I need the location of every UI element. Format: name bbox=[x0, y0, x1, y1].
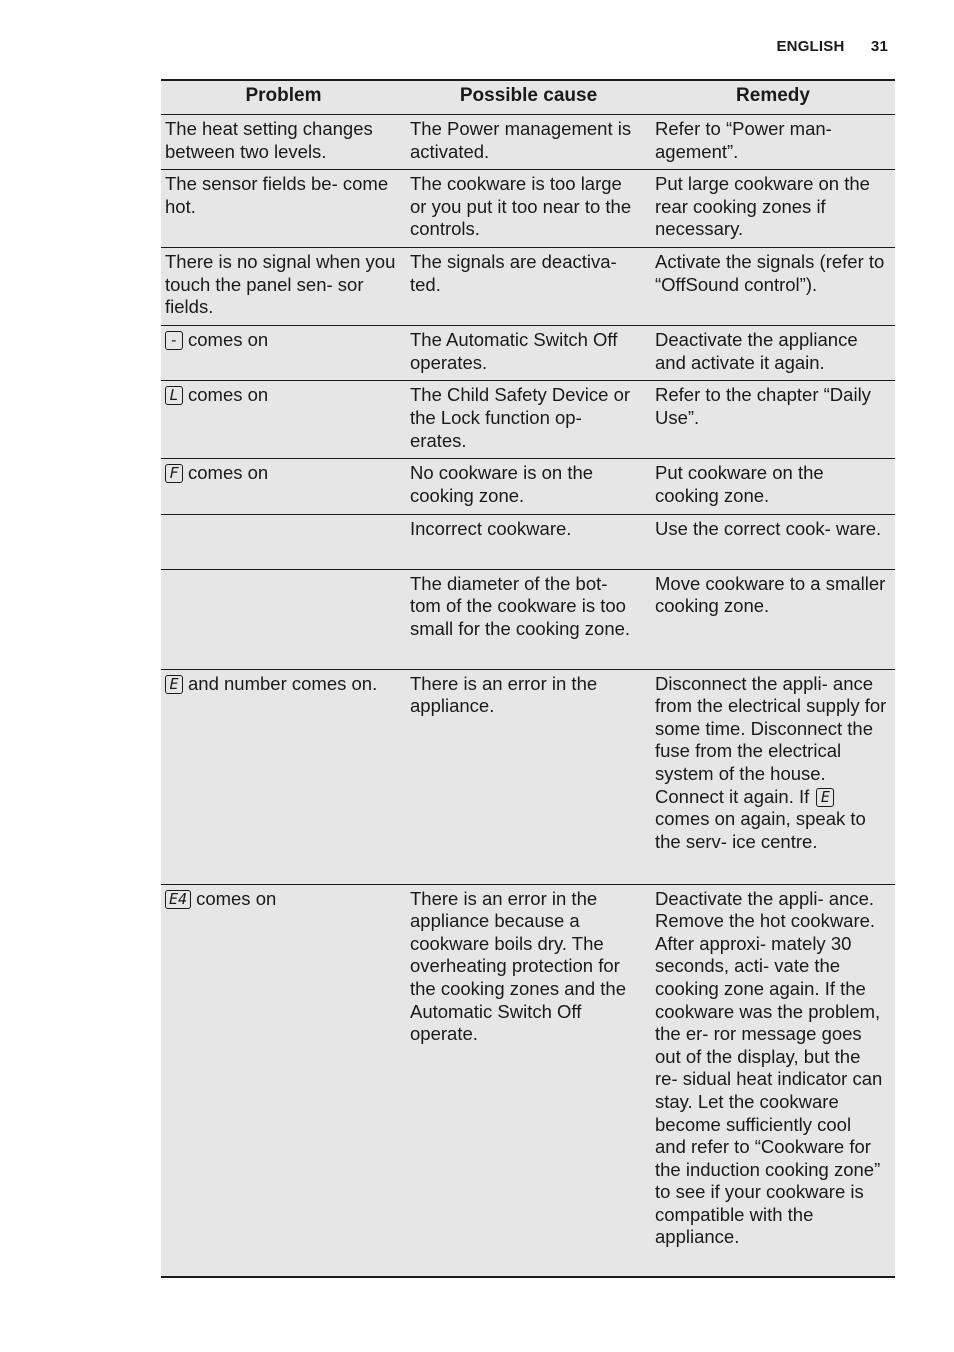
problem-cell bbox=[161, 248, 406, 326]
cause-cell: The diameter of the bot- tom of the cookware is too small for the cooking zone. bbox=[406, 569, 651, 669]
troubleshooting-table bbox=[161, 79, 895, 1278]
remedy-cell: Deactivate the appliance and activate it again. bbox=[651, 326, 895, 381]
display-symbol-icon: E bbox=[816, 788, 834, 807]
remedy-cell: Use the correct cook- ware. bbox=[651, 514, 895, 569]
table-row bbox=[161, 170, 895, 248]
remedy-cell bbox=[651, 669, 895, 884]
table-row bbox=[161, 669, 895, 884]
problem-text: comes on bbox=[188, 384, 269, 406]
problem-cell bbox=[161, 884, 406, 1277]
cause-cell: The cookware is too large or you put it too near to the controls. bbox=[406, 170, 651, 248]
problem-text: comes on bbox=[188, 462, 269, 484]
table-row bbox=[161, 326, 895, 381]
display-symbol-icon: F bbox=[165, 464, 183, 483]
remedy-cell: Refer to the chapter “Daily Use”. bbox=[651, 381, 895, 459]
problem-cell bbox=[161, 326, 406, 381]
problem-cell bbox=[161, 170, 406, 248]
table-row bbox=[161, 514, 895, 569]
problem-cell bbox=[161, 381, 406, 459]
remedy-text: Disconnect the appli- ance from the electrical supply for some time. Disconnect the fuse from the electrical system of the house. Connect it again. If bbox=[655, 672, 887, 807]
display-symbol-icon: E bbox=[165, 675, 183, 694]
table-row bbox=[161, 381, 895, 459]
cause-cell: No cookware is on the cooking zone. bbox=[406, 459, 651, 514]
remedy-cell: Refer to “Power man- agement”. bbox=[651, 115, 895, 170]
problem-text: There is no signal when you touch the panel sen- sor fields. bbox=[165, 251, 396, 318]
problem-text: comes on bbox=[196, 887, 277, 909]
table-row bbox=[161, 115, 895, 170]
display-symbol-icon: E4 bbox=[165, 890, 191, 909]
cause-cell: The Power management is activated. bbox=[406, 115, 651, 170]
page-number: 31 bbox=[870, 38, 888, 55]
column-header-remedy: Remedy bbox=[651, 80, 895, 115]
problem-cell bbox=[161, 569, 406, 669]
page-header bbox=[776, 38, 888, 55]
problem-cell bbox=[161, 115, 406, 170]
table-row bbox=[161, 248, 895, 326]
column-header-cause: Possible cause bbox=[406, 80, 651, 115]
remedy-cell: Deactivate the appli- ance. Remove the hot cookware. After approxi- mately 30 seconds, acti- vate the cooking zone again. If the cookware was the problem, the er- ror message goes out of the display, but the re- sidual heat indicator can stay. Let the cookware become sufficiently cool and refer to “Cookware for the induction cooking zone” to see if your cookware is compatible with the appliance. bbox=[651, 884, 895, 1277]
problem-text: comes on bbox=[188, 329, 269, 351]
table-row bbox=[161, 884, 895, 1277]
remedy-text: comes on again, speak to the serv- ice centre. bbox=[655, 808, 866, 852]
display-symbol-icon: L bbox=[165, 386, 183, 405]
remedy-cell: Put cookware on the cooking zone. bbox=[651, 459, 895, 514]
cause-cell: The signals are deactiva- ted. bbox=[406, 248, 651, 326]
column-header-problem: Problem bbox=[161, 80, 406, 115]
cause-cell: There is an error in the appliance because a cookware boils dry. The overheating protection for the cooking zones and the Automatic Switch Off operate. bbox=[406, 884, 651, 1277]
problem-cell bbox=[161, 669, 406, 884]
problem-cell bbox=[161, 514, 406, 569]
remedy-cell: Put large cookware on the rear cooking zones if necessary. bbox=[651, 170, 895, 248]
cause-cell: The Child Safety Device or the Lock function op- erates. bbox=[406, 381, 651, 459]
table-row bbox=[161, 569, 895, 669]
problem-cell bbox=[161, 459, 406, 514]
problem-text: and number comes on. bbox=[188, 672, 378, 694]
problem-text: The sensor fields be- come hot. bbox=[165, 173, 389, 217]
cause-cell: The Automatic Switch Off operates. bbox=[406, 326, 651, 381]
table-header-row bbox=[161, 80, 895, 115]
cause-cell: There is an error in the appliance. bbox=[406, 669, 651, 884]
remedy-cell: Move cookware to a smaller cooking zone. bbox=[651, 569, 895, 669]
remedy-cell: Activate the signals (refer to “OffSound control”). bbox=[651, 248, 895, 326]
problem-text: The heat setting changes between two levels. bbox=[165, 118, 373, 162]
cause-cell: Incorrect cookware. bbox=[406, 514, 651, 569]
table-row bbox=[161, 459, 895, 514]
language-label: ENGLISH bbox=[776, 38, 845, 55]
display-symbol-icon: - bbox=[165, 331, 183, 350]
